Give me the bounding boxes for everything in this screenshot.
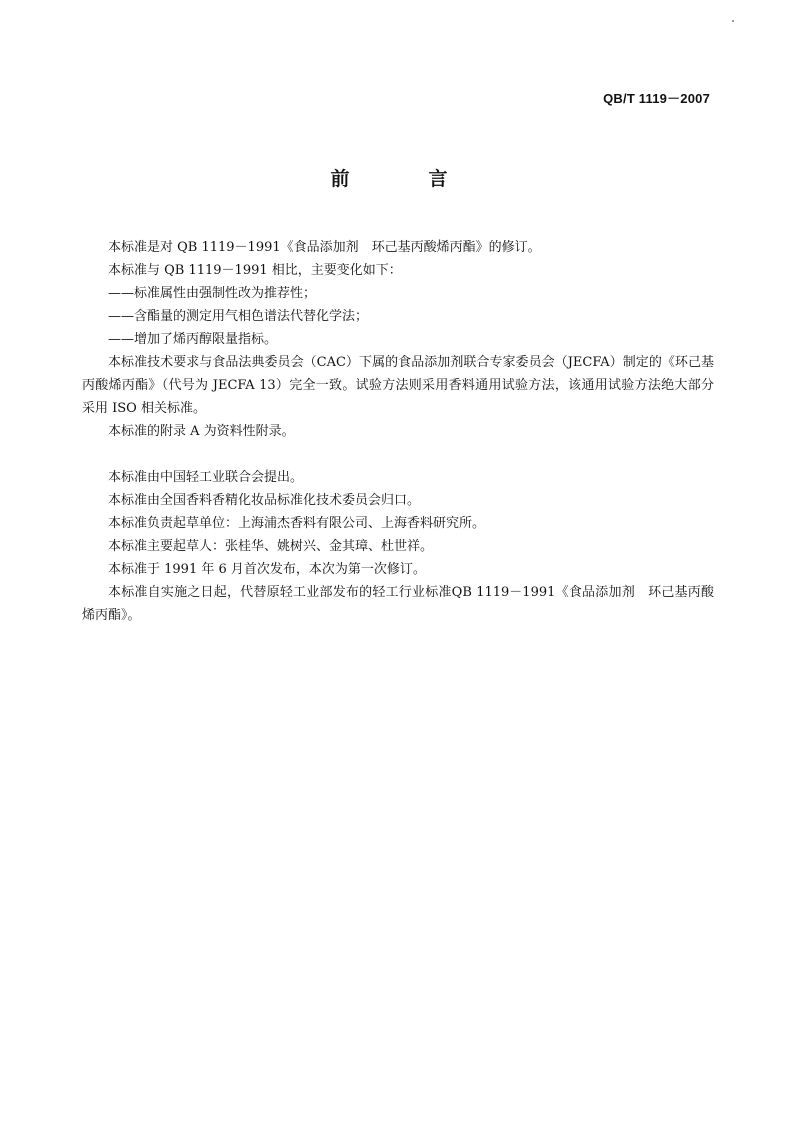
paragraph: 本标准主要起草人：张桂华、姚树兴、金其璋、杜世祥。: [108, 539, 434, 554]
paragraph: 本标准是对 QB 1119－1991《食品添加剂 环己基丙酸烯丙酯》的修订。: [108, 240, 541, 255]
change-item: ——增加了烯丙醇限量指标。: [108, 332, 278, 347]
paragraph: 本标准由全国香料香精化妆品标准化技术委员会归口。: [108, 493, 421, 508]
paragraph: 本标准由中国轻工业联合会提出。: [108, 470, 304, 485]
paragraph-gap: [82, 443, 714, 466]
paragraph: 本标准与 QB 1119－1991 相比，主要变化如下：: [108, 263, 402, 278]
foreword-body: [82, 236, 714, 627]
change-item: ——标准属性由强制性改为推荐性；: [108, 286, 317, 301]
paragraph: 本标准负责起草单位：上海浦杰香料有限公司、上海香料研究所。: [108, 516, 486, 531]
paragraph: 本标准于 1991 年 6 月首次发布，本次为第一次修订。: [108, 562, 426, 577]
paragraph: 本标准自实施之日起，代替原轻工业部发布的轻工行业标准QB 1119－1991《食品添加剂 环己基丙酸烯丙酯》。: [82, 585, 714, 623]
page-title: 前 言: [330, 168, 478, 190]
standard-code: QB/T 1119－2007: [603, 91, 710, 106]
paragraph: 本标准的附录 A 为资料性附录。: [108, 424, 295, 439]
change-item: ——含酯量的测定用气相色谱法代替化学法；: [108, 309, 369, 324]
paragraph: 本标准技术要求与食品法典委员会（CAC）下属的食品添加剂联合专家委员会（JECFA）制定的《环己基丙酸烯丙酯》（代号为 JECFA 13）完全一致。试验方法则采用香料通用试验方法，该通用试验方法绝大部分采用 ISO 相关标准。: [82, 355, 714, 416]
scan-dot: [732, 20, 734, 22]
